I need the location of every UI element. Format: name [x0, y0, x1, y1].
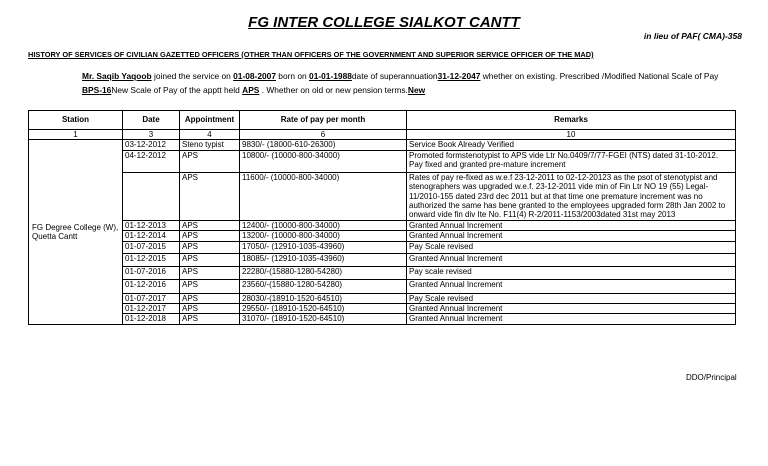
col-number: 6 — [240, 130, 407, 140]
superannuation-date: 31-12-2047 — [437, 71, 481, 81]
date-cell: 01-07-2017 — [123, 293, 180, 303]
col-number: 3 — [123, 130, 180, 140]
rate-cell: 17050/- (12910-1035-43960) — [240, 241, 407, 253]
appointment-cell: Steno typist — [180, 140, 240, 150]
remarks-cell: Pay scale revised — [407, 266, 736, 279]
date-cell: 01-12-2015 — [123, 253, 180, 266]
appointment-cell: APS — [180, 241, 240, 253]
appointment-cell: APS — [180, 279, 240, 293]
pension-terms: New — [407, 85, 426, 95]
date-cell: 01-12-2018 — [123, 314, 180, 324]
col-header-appointment: Appointment — [180, 111, 240, 130]
station-cell: FG Degree College (W), Quetta Cantt — [29, 140, 123, 324]
table-row — [29, 293, 736, 303]
rate-cell: 11600/- (10000-800-34000) — [240, 172, 407, 220]
in-lieu-note: in lieu of PAF( CMA)-358 — [643, 31, 742, 41]
date-cell: 04-12-2012 — [123, 150, 180, 172]
appointment-held: APS — [242, 85, 260, 95]
table-row — [29, 172, 736, 220]
date-cell: 03-12-2012 — [123, 140, 180, 150]
appointment-cell: APS — [180, 220, 240, 230]
table-row — [29, 314, 736, 324]
bps-scale: BPS-16 — [82, 85, 112, 95]
col-header-remarks: Remarks — [407, 111, 736, 130]
appointment-cell: APS — [180, 172, 240, 220]
remarks-cell: Pay Scale revised — [407, 241, 736, 253]
table-row — [29, 253, 736, 266]
date-cell: 01-12-2017 — [123, 304, 180, 314]
rate-cell: 29550/- (18910-1520-64510) — [240, 304, 407, 314]
col-number: 1 — [29, 130, 123, 140]
remarks-cell: Service Book Already Verified — [407, 140, 736, 150]
col-number: 10 — [407, 130, 736, 140]
table-row — [29, 279, 736, 293]
table-row — [29, 304, 736, 314]
document-title: FG INTER COLLEGE SIALKOT CANTT — [248, 14, 520, 31]
appointment-cell: APS — [180, 304, 240, 314]
remarks-cell: Pay Scale revised — [407, 293, 736, 303]
appointment-cell: APS — [180, 231, 240, 241]
date-cell: 01-12-2016 — [123, 279, 180, 293]
appointment-cell: APS — [180, 253, 240, 266]
date-cell — [123, 172, 180, 220]
remarks-cell: Granted Annual Increment — [407, 304, 736, 314]
appointment-cell: APS — [180, 150, 240, 172]
join-date: 01-08-2007 — [233, 71, 276, 81]
col-number: 4 — [180, 130, 240, 140]
col-header-rate: Rate of pay per month — [240, 111, 407, 130]
table-row — [29, 140, 736, 150]
rate-cell: 9830/- (18000-610-26300) — [240, 140, 407, 150]
officer-name: Mr. Saqib Yaqoob — [82, 71, 152, 81]
remarks-cell: Granted Annual Increment — [407, 253, 736, 266]
table-row — [29, 266, 736, 279]
remarks-cell: Granted Annual Increment — [407, 220, 736, 230]
rate-cell: 10800/- (10000-800-34000) — [240, 150, 407, 172]
birth-date: 01-01-1988 — [309, 71, 352, 81]
column-number-row — [29, 130, 736, 140]
rate-cell: 13200/- (10000-800-34000) — [240, 231, 407, 241]
remarks-cell: Granted Annual Increment — [407, 314, 736, 324]
table-row — [29, 220, 736, 230]
remarks-cell: Rates of pay re-fixed as w.e.f 23-12-2011 to 02-12-20123 as the psot of stenotypist and stenographers was upgraded w.e.f. 23-12-2011 vide min of Fin Ltr NO 19 (55) Legal-11/2010-155 dated 23rd dec 2011 but at that time one premature increment was no authorized the same has bene granted to the employees upgraded form 28th Jan 2002 to onward vide fin div Ite No. F11(4) R-2/2011-1153/2003dated 31st may 2013 — [407, 172, 736, 220]
signature-label: DDO/Principal — [686, 373, 737, 382]
remarks-cell: Granted Annual Increment — [407, 279, 736, 293]
date-cell: 01-12-2013 — [123, 220, 180, 230]
date-cell: 01-07-2015 — [123, 241, 180, 253]
date-cell: 01-07-2016 — [123, 266, 180, 279]
appointment-cell: APS — [180, 293, 240, 303]
appointment-cell: APS — [180, 266, 240, 279]
service-history-table — [28, 110, 736, 325]
rate-cell: 28030/-(18910-1520-64510) — [240, 293, 407, 303]
col-header-date: Date — [123, 111, 180, 130]
appointment-cell: APS — [180, 314, 240, 324]
history-heading: HISTORY OF SERVICES OF CIVILIAN GAZETTED OFFICERS (OTHER THAN OFFICERS OF THE GOVERNMENT AND SUPERIOR SERVICE OFFICER OF THE MAD) — [28, 50, 594, 59]
table-row — [29, 231, 736, 241]
remarks-cell: Granted Annual Increment — [407, 231, 736, 241]
remarks-cell: Promoted formstenotypist to APS vide Ltr No.0409/7/77-FGEI (NTS) dated 31-10-2012. Pay fixed and granted pre-mature increment — [407, 150, 736, 172]
table-row — [29, 150, 736, 172]
table-row — [29, 241, 736, 253]
rate-cell: 31070/- (18910-1520-64510) — [240, 314, 407, 324]
officer-intro: Mr. Saqib Yaqoob joined the service on 01-08-2007 born on 01-01-1988date of superannuation31-12-2047 whether on existing. Prescribed /Modified National Scale of Pay BPS-16New Scale of Pay of the apptt held APS . Whether on old or new pension terms.New — [82, 71, 719, 95]
col-header-station: Station — [29, 111, 123, 130]
date-cell: 01-12-2014 — [123, 231, 180, 241]
rate-cell: 23560/-(15880-1280-54280) — [240, 279, 407, 293]
rate-cell: 12400/- (10000-800-34000) — [240, 220, 407, 230]
rate-cell: 22280/-(15880-1280-54280) — [240, 266, 407, 279]
table-header-row — [29, 111, 736, 130]
rate-cell: 18085/- (12910-1035-43960) — [240, 253, 407, 266]
